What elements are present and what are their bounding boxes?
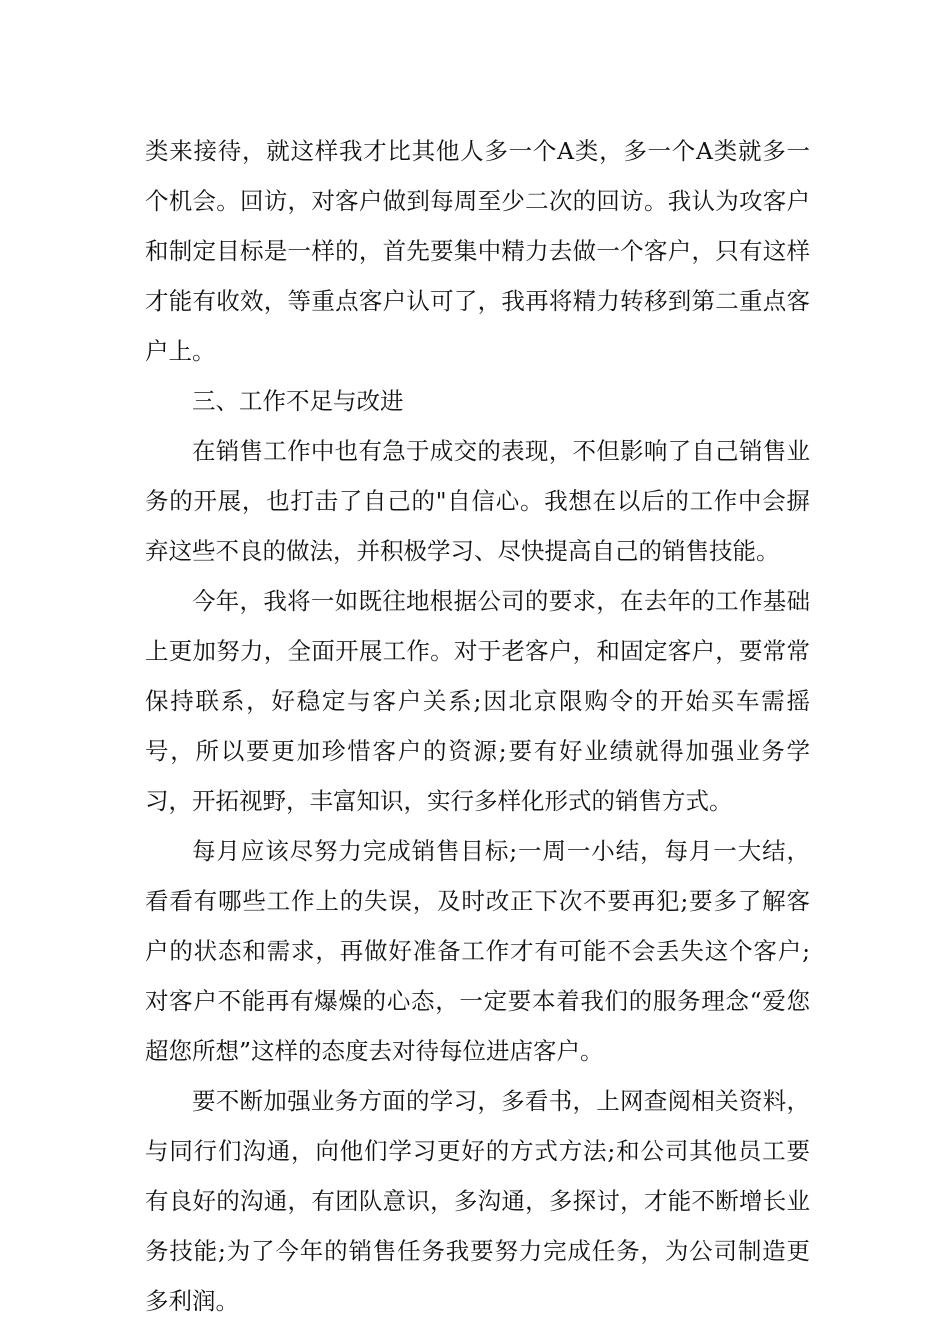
paragraph-intro-continued: 类来接待，就这样我才比其他人多一个A类，多一个A类就多一个机会。回访，对客户做到每周至少二次的回访。我认为攻客户和制定目标是一样的，首先要集中精力去做一个客户，只有这样才能有收效，等重点客户认可了，我再将精力转移到第二重点客户上。 bbox=[145, 137, 810, 365]
section-heading: 三、工作不足与改进 bbox=[192, 387, 404, 415]
paragraph-learning: 要不断加强业务方面的学习，多看书，上网查阅相关资料，与同行们沟通，向他们学习更好的方式方法;和公司其他员工要有良好的沟通，有团队意识，多沟通，多探讨，才能不断增长业务技能;为了今年的销售任务我要努力完成任务，为公司制造更多利润。 bbox=[145, 1087, 810, 1315]
paragraph-monthly-goals: 每月应该尽努力完成销售目标;一周一小结，每月一大结，看看有哪些工作上的失误，及时改正下次不要再犯;要多了解客户的状态和需求，再做好准备工作才有可能不会丢失这个客户;对客户不能再有爆燥的心态，一定要本着我们的服务理念“爱您超您所想”这样的态度去对待每位进店客户。 bbox=[145, 837, 810, 1065]
paragraph-this-year-plan: 今年，我将一如既往地根据公司的要求，在去年的工作基础上更加努力，全面开展工作。对于老客户，和固定客户，要常常保持联系，好稳定与客户关系;因北京限购令的开始买车需摇号，所以要更加珍惜客户的资源;要有好业绩就得加强业务学习，开拓视野，丰富知识，实行多样化形式的销售方式。 bbox=[145, 587, 810, 815]
paragraph-shortcomings: 在销售工作中也有急于成交的表现，不但影响了自己销售业务的开展，也打击了自己的"自信心。我想在以后的工作中会摒弃这些不良的做法，并积极学习、尽快提高自己的销售技能。 bbox=[145, 437, 810, 565]
document-body bbox=[145, 126, 810, 1326]
